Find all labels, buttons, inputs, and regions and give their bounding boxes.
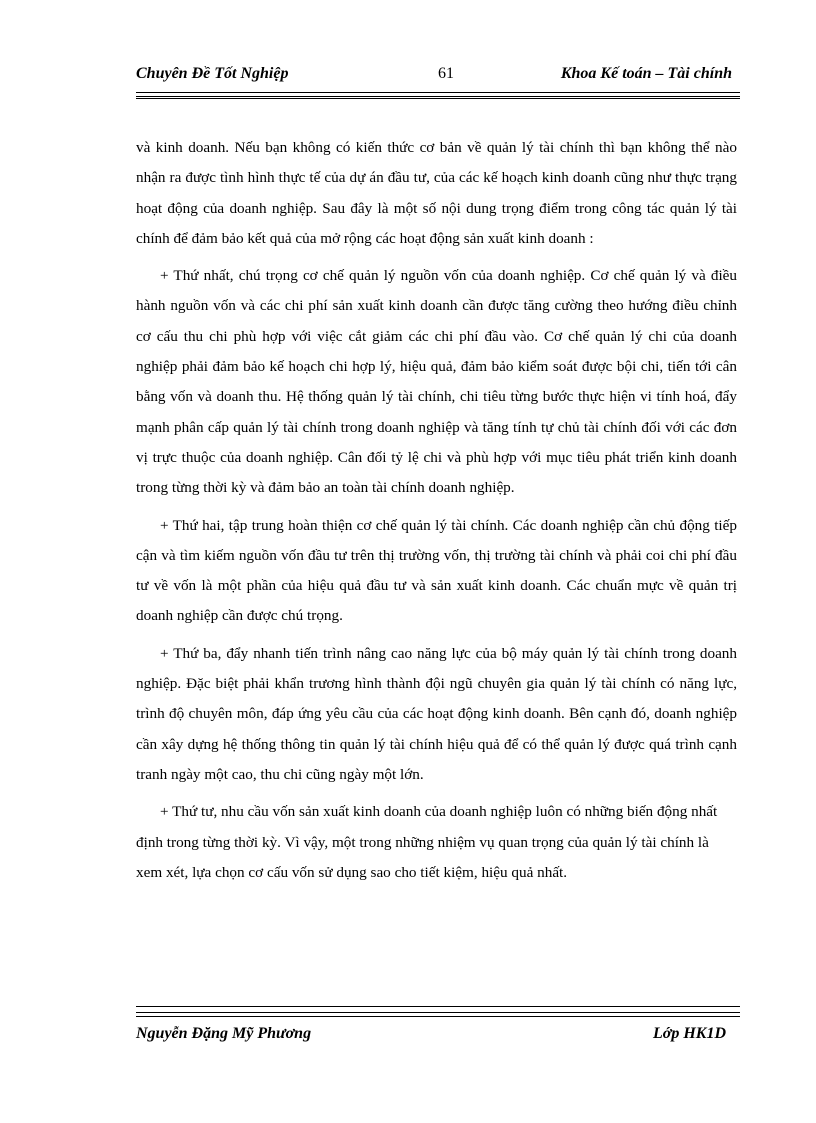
header-department: Khoa Kế toán – Tài chính (560, 65, 732, 82)
page-header (136, 60, 740, 90)
page-body (136, 133, 737, 888)
footer-double-rule (136, 1012, 740, 1017)
header-double-rule (136, 92, 740, 97)
footer-rule (136, 1006, 740, 1007)
footer-class: Lớp HK1D (652, 1025, 726, 1042)
footer-author: Nguyễn Đặng Mỹ Phương (136, 1025, 312, 1042)
paragraph-point-4: + Thứ tư, nhu cầu vốn sản xuất kinh doanh của doanh nghiệp luôn có những biến động nhất định trong từng thời kỳ. Vì vậy, một trong những nhiệm vụ quan trọng của quản lý tài chính là xem xét, lựa chọn cơ cấu vốn sử dụng sao cho tiết kiệm, hiệu quả nhất. (136, 803, 718, 881)
paragraph-point-3: + Thứ ba, đẩy nhanh tiến trình nâng cao năng lực của bộ máy quản lý tài chính trong doanh nghiệp. Đặc biệt phải khẩn trương hình thành đội ngũ chuyên gia quản lý tài chính có năng lực, trình độ chuyên môn, đáp ứng yêu cầu của các hoạt động kinh doanh. Bên cạnh đó, doanh nghiệp cần xây dựng hệ thống thông tin quản lý tài chính hiệu quả để có thể quản lý được quá trình cạnh tranh ngày một cao, thu chi cũng ngày một lớn. (136, 644, 737, 783)
paragraph-point-1: + Thứ nhất, chú trọng cơ chế quản lý nguồn vốn của doanh nghiệp. Cơ chế quản lý và điều hành nguồn vốn và các chi phí sản xuất kinh doanh cần được tăng cường theo hướng điều chỉnh cơ cấu thu chi phù hợp với việc cắt giảm các chi phí đầu vào. Cơ chế quản lý chi của doanh nghiệp phải đảm bảo kế hoạch chi hợp lý, hiệu quả, đảm bảo kiểm soát được bội chi, tiến tới cân bằng vốn và doanh thu. Hệ thống quản lý tài chính, chi tiêu từng bước thực hiện vi tính hoá, đẩy mạnh phân cấp quản lý tài chính trong doanh nghiệp và tăng tính tự chủ tài chính đối với các đơn vị trực thuộc của doanh nghiệp. Cân đối tỷ lệ chi và phù hợp với mục tiêu phát triển kinh doanh trong từng thời kỳ và đảm bảo an toàn tài chính doanh nghiệp. (136, 267, 737, 497)
paragraph-continuation: và kinh doanh. Nếu bạn không có kiến thức cơ bản về quản lý tài chính thì bạn không thể nào nhận ra được tình hình thực tế của dự án đầu tư, của các kế hoạch kinh doanh cũng như thực trạng hoạt động của doanh nghiệp. Sau đây là một số nội dung trọng điểm trong công tác quản lý tài chính để đảm bảo kết quả của mở rộng các hoạt động sản xuất kinh doanh : (136, 139, 737, 247)
header-rule (136, 98, 740, 99)
page-footer (136, 1022, 740, 1052)
paragraph-point-2: + Thứ hai, tập trung hoàn thiện cơ chế quản lý tài chính. Các doanh nghiệp cần chủ động tiếp cận và tìm kiếm nguồn vốn đầu tư trên thị trường vốn, thị trường tài chính và phải coi chi phí đầu tư về vốn là một phần của hiệu quả đầu tư và sản xuất kinh doanh. Các chuẩn mực về quản trị doanh nghiệp cần được chú trọng. (136, 516, 737, 625)
header-page-number: 61 (438, 65, 454, 82)
header-document-title: Chuyên Đề Tốt Nghiệp (136, 65, 289, 82)
